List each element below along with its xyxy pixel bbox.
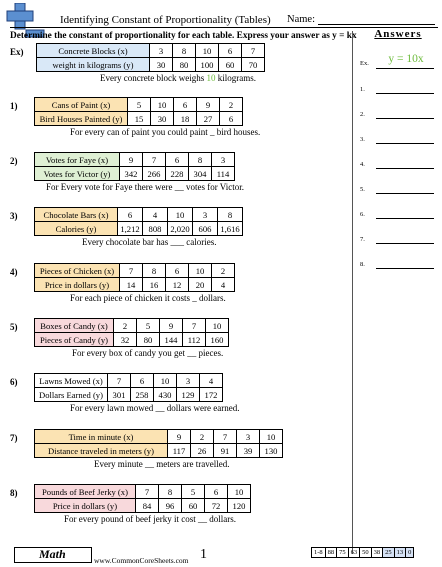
x-label-cell: Boxes of Candy (x): [35, 319, 114, 333]
problem-number: 1): [10, 101, 18, 111]
answer-line[interactable]: [376, 218, 434, 219]
subject-label: Math: [39, 547, 66, 561]
x-value-cell: 3: [177, 374, 200, 388]
subject-badge: [14, 547, 92, 563]
y-label-cell: Distance traveled in meters (y): [35, 444, 168, 458]
problem-number: 4): [10, 267, 18, 277]
instructions: Determine the constant of proportionality for each table. Express your answer as y = kx: [10, 31, 357, 41]
page-title: Identifying Constant of Proportionality (Tables): [60, 14, 271, 26]
answer-example-value: y = 10x: [388, 53, 424, 65]
sentence-answer: 10: [206, 73, 216, 83]
table-row: [37, 44, 265, 58]
x-value-cell: 3: [193, 208, 218, 222]
table-row: [35, 112, 243, 126]
answer-8[interactable]: [360, 259, 436, 273]
problem-3: [10, 207, 348, 267]
y-value-cell: 39: [237, 444, 260, 458]
table-row: [35, 499, 251, 513]
x-value-cell: 10: [206, 319, 229, 333]
y-value-cell: 80: [137, 333, 160, 347]
table-row: [35, 430, 283, 444]
answer-4[interactable]: [360, 159, 436, 173]
problem-number: 3): [10, 211, 18, 221]
y-label-cell: Price in dollars (y): [35, 499, 136, 513]
y-value-cell: 114: [212, 167, 235, 181]
x-value-cell: 6: [131, 374, 154, 388]
proportion-table: [34, 207, 243, 236]
answer-number: 1.: [360, 86, 365, 93]
x-label-cell: Pounds of Beef Jerky (x): [35, 485, 136, 499]
problem-sentence: For each piece of chicken it costs _ dollars.: [70, 293, 226, 303]
y-value-cell: 258: [131, 388, 154, 402]
x-value-cell: 7: [136, 485, 159, 499]
y-value-cell: 80: [173, 58, 196, 72]
answers-heading: Answers: [374, 28, 422, 40]
table-row: [35, 167, 235, 181]
y-value-cell: 91: [214, 444, 237, 458]
y-value-cell: 129: [177, 388, 200, 402]
y-value-cell: 130: [260, 444, 283, 458]
problem-2: [10, 152, 348, 212]
y-value-cell: 15: [128, 112, 151, 126]
x-value-cell: 8: [218, 208, 243, 222]
x-value-cell: 10: [260, 430, 283, 444]
x-label-cell: Time in minute (x): [35, 430, 168, 444]
table-row: [35, 264, 235, 278]
table-row: [35, 222, 243, 236]
y-value-cell: 808: [143, 222, 168, 236]
answer-number: 7.: [360, 236, 365, 243]
name-field-line[interactable]: [318, 24, 435, 25]
problem-number: 7): [10, 433, 18, 443]
x-value-cell: 10: [228, 485, 251, 499]
x-value-cell: 6: [166, 264, 189, 278]
x-value-cell: 8: [143, 264, 166, 278]
y-value-cell: 72: [205, 499, 228, 513]
problem-number: Ex): [10, 47, 24, 57]
answer-5[interactable]: [360, 184, 436, 198]
proportion-table: [34, 373, 223, 402]
proportion-table: [34, 152, 235, 181]
y-label-cell: Pieces of Candy (y): [35, 333, 114, 347]
x-value-cell: 7: [120, 264, 143, 278]
proportion-table: [34, 318, 229, 347]
problem-number: 8): [10, 488, 18, 498]
x-value-cell: 9: [120, 153, 143, 167]
problem-1: [10, 97, 348, 157]
answer-3[interactable]: [360, 134, 436, 148]
y-value-cell: 27: [197, 112, 220, 126]
problem-sentence: For Every vote for Faye there were __ votes for Victor.: [46, 182, 244, 192]
proportion-table: [34, 263, 235, 292]
x-value-cell: 7: [214, 430, 237, 444]
y-value-cell: 70: [242, 58, 265, 72]
score-cell: 13: [394, 548, 406, 558]
table-row: [35, 278, 235, 292]
score-cell: 75: [337, 548, 349, 558]
y-value-cell: 606: [193, 222, 218, 236]
score-cell: 25: [383, 548, 395, 558]
x-value-cell: 9: [160, 319, 183, 333]
x-value-cell: 2: [220, 98, 243, 112]
y-label-cell: Bird Houses Painted (y): [35, 112, 128, 126]
y-value-cell: 144: [160, 333, 183, 347]
answer-number: 8.: [360, 261, 365, 268]
answer-2[interactable]: [360, 109, 436, 123]
footer: [0, 541, 442, 567]
x-value-cell: 10: [168, 208, 193, 222]
x-value-cell: 8: [173, 44, 196, 58]
x-label-cell: Concrete Blocks (x): [37, 44, 150, 58]
problem-example: [10, 43, 348, 103]
x-label-cell: Pieces of Chicken (x): [35, 264, 120, 278]
answer-line[interactable]: [376, 268, 434, 269]
answer-7[interactable]: [360, 234, 436, 248]
x-label-cell: Chocolate Bars (x): [35, 208, 118, 222]
table-row: [35, 98, 243, 112]
answer-number: 4.: [360, 161, 365, 168]
proportion-table: [34, 484, 251, 513]
table-row: [35, 444, 283, 458]
problem-sentence: Every chocolate bar has ___ calories.: [82, 237, 217, 247]
y-value-cell: 266: [143, 167, 166, 181]
x-label-cell: Lawns Mowed (x): [35, 374, 108, 388]
table-row: [312, 548, 414, 558]
score-cell: 88: [325, 548, 337, 558]
table-row: [35, 374, 223, 388]
answer-line: [376, 68, 434, 69]
score-cell: 1-8: [312, 548, 326, 558]
answer-line[interactable]: [376, 143, 434, 144]
y-value-cell: 112: [183, 333, 206, 347]
problem-number: 6): [10, 377, 18, 387]
y-value-cell: 2,020: [168, 222, 193, 236]
y-value-cell: 1,212: [118, 222, 143, 236]
website-url: www.CommonCoreSheets.com: [94, 556, 189, 565]
answer-line[interactable]: [376, 118, 434, 119]
y-value-cell: 12: [166, 278, 189, 292]
problem-sentence: For every can of paint you could paint _ bird houses.: [70, 127, 261, 137]
y-label-cell: weight in kilograms (y): [37, 58, 150, 72]
sentence-start: Every concrete block weighs: [100, 73, 207, 83]
answer-number: 2.: [360, 111, 365, 118]
y-value-cell: 430: [154, 388, 177, 402]
problem-sentence: For every box of candy you get __ pieces.: [72, 348, 224, 358]
problem-8: [10, 484, 348, 544]
y-value-cell: 120: [228, 499, 251, 513]
x-value-cell: 8: [159, 485, 182, 499]
y-value-cell: 14: [120, 278, 143, 292]
score-cell: 50: [360, 548, 372, 558]
x-value-cell: 5: [182, 485, 205, 499]
x-value-cell: 3: [212, 153, 235, 167]
x-value-cell: 2: [114, 319, 137, 333]
y-value-cell: 26: [191, 444, 214, 458]
table-row: [35, 153, 235, 167]
x-value-cell: 6: [118, 208, 143, 222]
proportion-table: [34, 429, 283, 458]
y-value-cell: 20: [189, 278, 212, 292]
score-cell: 63: [348, 548, 360, 558]
x-value-cell: 6: [174, 98, 197, 112]
y-value-cell: 301: [108, 388, 131, 402]
y-value-cell: 6: [220, 112, 243, 126]
sentence-end: kilograms.: [215, 73, 256, 83]
y-value-cell: 60: [182, 499, 205, 513]
proportion-table: [34, 97, 243, 126]
x-value-cell: 10: [151, 98, 174, 112]
y-value-cell: 96: [159, 499, 182, 513]
x-value-cell: 3: [150, 44, 173, 58]
y-value-cell: 228: [166, 167, 189, 181]
x-value-cell: 2: [212, 264, 235, 278]
problem-number: 2): [10, 156, 18, 166]
answer-line[interactable]: [376, 193, 434, 194]
answer-line[interactable]: [376, 243, 434, 244]
x-value-cell: 9: [197, 98, 220, 112]
answer-6[interactable]: [360, 209, 436, 223]
y-value-cell: 100: [196, 58, 219, 72]
y-value-cell: 4: [212, 278, 235, 292]
score-table: [311, 547, 414, 558]
y-value-cell: 160: [206, 333, 229, 347]
problem-6: [10, 373, 348, 433]
x-value-cell: 8: [189, 153, 212, 167]
problem-sentence: For every lawn mowed __ dollars were earned.: [70, 403, 240, 413]
problem-number: 5): [10, 322, 18, 332]
table-row: [35, 388, 223, 402]
answer-column-divider: [352, 31, 353, 554]
y-value-cell: 32: [114, 333, 137, 347]
answer-example: [360, 53, 436, 73]
problem-sentence: For every pound of beef jerky it cost __ dollars.: [64, 514, 236, 524]
y-value-cell: 30: [151, 112, 174, 126]
answer-line[interactable]: [376, 168, 434, 169]
y-value-cell: 172: [200, 388, 223, 402]
problem-5: [10, 318, 348, 378]
x-value-cell: 4: [143, 208, 168, 222]
problem-7: [10, 429, 348, 489]
y-value-cell: 304: [189, 167, 212, 181]
y-value-cell: 16: [143, 278, 166, 292]
y-label-cell: Price in dollars (y): [35, 278, 120, 292]
x-value-cell: 5: [128, 98, 151, 112]
x-value-cell: 7: [183, 319, 206, 333]
score-cell: 38: [371, 548, 383, 558]
y-label-cell: Calories (y): [35, 222, 118, 236]
x-value-cell: 10: [189, 264, 212, 278]
x-value-cell: 6: [166, 153, 189, 167]
x-value-cell: 10: [196, 44, 219, 58]
x-value-cell: 6: [205, 485, 228, 499]
x-label-cell: Cans of Paint (x): [35, 98, 128, 112]
problem-4: [10, 263, 348, 323]
problem-sentence: Every minute __ meters are travelled.: [94, 459, 230, 469]
table-row: [35, 333, 229, 347]
x-value-cell: 6: [219, 44, 242, 58]
x-value-cell: 3: [237, 430, 260, 444]
problem-sentence: [100, 73, 256, 83]
proportion-table: [36, 43, 265, 72]
x-value-cell: 10: [154, 374, 177, 388]
y-value-cell: 84: [136, 499, 159, 513]
x-value-cell: 2: [191, 430, 214, 444]
x-value-cell: 7: [108, 374, 131, 388]
x-value-cell: 4: [200, 374, 223, 388]
y-label-cell: Dollars Earned (y): [35, 388, 108, 402]
table-row: [37, 58, 265, 72]
answer-number: 6.: [360, 211, 365, 218]
x-value-cell: 7: [242, 44, 265, 58]
x-value-cell: 9: [168, 430, 191, 444]
y-value-cell: 1,616: [218, 222, 243, 236]
table-row: [35, 485, 251, 499]
x-value-cell: 5: [137, 319, 160, 333]
y-value-cell: 60: [219, 58, 242, 72]
y-value-cell: 342: [120, 167, 143, 181]
x-value-cell: 7: [143, 153, 166, 167]
y-value-cell: 18: [174, 112, 197, 126]
x-label-cell: Votes for Faye (x): [35, 153, 120, 167]
score-cell: 0: [406, 548, 414, 558]
answer-1[interactable]: [360, 84, 436, 98]
table-row: [35, 208, 243, 222]
answer-line[interactable]: [376, 93, 434, 94]
y-label-cell: Votes for Victor (y): [35, 167, 120, 181]
y-value-cell: 117: [168, 444, 191, 458]
answer-example-label: Ex.: [360, 60, 369, 67]
name-label: Name:: [287, 14, 315, 25]
table-row: [35, 319, 229, 333]
page-number: 1: [200, 547, 207, 562]
answer-number: 3.: [360, 136, 365, 143]
answer-number: 5.: [360, 186, 365, 193]
y-value-cell: 30: [150, 58, 173, 72]
